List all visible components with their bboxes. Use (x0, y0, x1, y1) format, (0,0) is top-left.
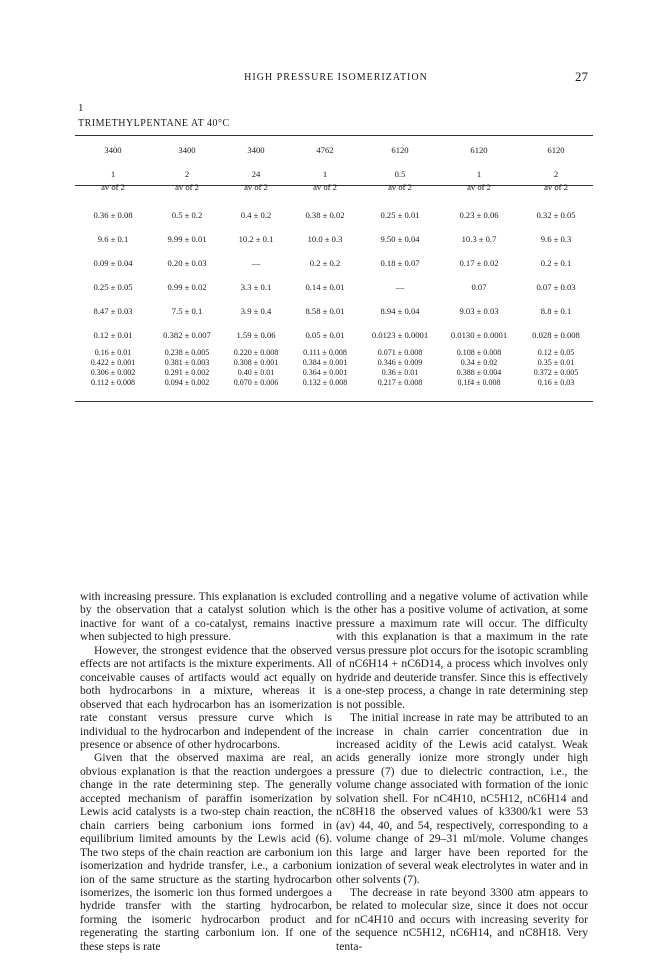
table-cell: 0.14 ± 0.01 (305, 282, 345, 292)
table-cell: 0.16 ± 0.01 (94, 347, 132, 357)
table-cell: — (251, 258, 261, 268)
table-cell: 8.8 ± 0.1 (540, 306, 572, 316)
table-cell: 0.99 ± 0.02 (167, 282, 207, 292)
table-cell: 0.381 ± 0.003 (164, 357, 210, 367)
body-paragraph: Given that the observed maxima are real, an obvious explanation is that the reaction undergoes a change in the rate determining step. The generally accepted mechanism of paraffin isomerization by Lewis acid catalysts is a two-step chain reaction, the chain carriers being carbonium ions formed in equilibrium limited amounts by the Lewis acid (6). The two steps of the chain reaction are carbonium ion isomerization and hydride transfer, i.e., a carbonium ion of the same structure as the starting hydrocarbon isomerizes, the isomeric ion thus formed undergoes a hydride transfer with the starting hydrocarbon, forming the isomeric hydrocarbon product and regenerating the starting carbonium ion. If one of these steps is rate (80, 752, 332, 953)
table-cell: 0.0130 ± 0.0001 (450, 330, 508, 340)
table-cell: 0.17 ± 0.02 (459, 258, 499, 268)
average-row (75, 180, 593, 193)
table-number: 1 (78, 102, 84, 114)
table-cell: 7.5 ± 0.1 (171, 306, 203, 316)
time-cell: 1 (322, 168, 328, 179)
time-cell: 2 (184, 168, 190, 179)
table-cell: 0.372 ± 0.005 (533, 367, 579, 377)
table-cell: — (395, 282, 405, 292)
table-cell: 0.09 ± 0.04 (93, 258, 133, 268)
table-cell: 8.58 ± 0.01 (305, 306, 345, 316)
table-row (75, 367, 593, 377)
table-cell: 10.3 ± 0.7 (461, 234, 497, 244)
body-paragraph: However, the strongest evidence that the observed effects are not artifacts is the mixture experiments. All conceivable causes of artifacts would act equally on both hydrocarbons in a mixture, whereas it is observed that each hydrocarbon has an isomerization rate constant versus pressure curve which is individual to the hydrocarbon and independent of the presence or absence of other hydrocarbons. (80, 644, 332, 751)
table-cell: 0.384 ± 0.001 (302, 357, 348, 367)
time-cell: 0.5 (394, 168, 406, 179)
pressure-cell: 3400 (178, 145, 196, 155)
running-title: HIGH PRESSURE ISOMERIZATION (244, 72, 428, 83)
table-cell: 8.94 ± 0.04 (380, 306, 420, 316)
table-row (75, 275, 593, 299)
table-bottom-rule (75, 401, 593, 402)
table-cell: 3.9 ± 0.4 (240, 306, 272, 316)
page-number: 27 (575, 69, 588, 84)
average-cell: av of 2 (467, 181, 491, 192)
table-cell: 0.346 ± 0.009 (377, 357, 423, 367)
table-cell: 0.238 ± 0.005 (164, 347, 210, 357)
table-cell: 0.108 ± 0.008 (456, 347, 502, 357)
table-cell: 0.35 ± 0.01 (537, 357, 575, 367)
table-cell: 0.16 ± 0.03 (537, 377, 575, 387)
table-cell: 0.220 ± 0.008 (233, 347, 279, 357)
time-cell: 2 (553, 168, 559, 179)
table-cell: 9.6 ± 0.1 (97, 234, 129, 244)
table-cell: 0.028 ± 0.008 (532, 330, 580, 340)
table-cell: 0.308 ± 0.001 (233, 357, 279, 367)
table-cell: 10.2 ± 0.1 (238, 234, 274, 244)
pressure-cell: 3400 (104, 145, 122, 155)
table-cell: 0.364 ± 0.001 (302, 367, 348, 377)
table-cell: 0.32 ± 0.05 (536, 210, 576, 220)
table-cell: 0.05 ± 0.01 (305, 330, 345, 340)
right-column (336, 591, 588, 954)
table-cell: 3.3 ± 0.1 (240, 282, 272, 292)
table-cell: 0.111 ± 0.008 (303, 347, 347, 357)
pressure-cell: 6120 (470, 145, 488, 155)
table-cell: 0.36 ± 0.08 (93, 210, 133, 220)
pressure-cell: 3400 (247, 145, 265, 155)
table-row (75, 227, 593, 251)
table-row (75, 323, 593, 347)
table-cell: 0.388 ± 0.004 (456, 367, 502, 377)
body-paragraph: controlling and a negative volume of activation while the other has a positive volume of activation, at some pressure a maximum rate will occur. The difficulty with this explanation is that a maximum in the rate versus pressure plot occurs for the isotopic scrambling of nC6H14 + nC6D14, a process which involves only hydride and deuteride transfer. Since this is effectively a one-step process, a change in rate determining step is not possible. (336, 591, 588, 711)
time-cell: 24 (251, 168, 261, 179)
table-cell: 0.112 ± 0.008 (90, 377, 136, 387)
average-cell: av of 2 (388, 181, 412, 192)
body-paragraph: The initial increase in rate may be attributed to an increase in chain carrier concentration due in increased acidity of the Lewis acid catalyst. Weak acids generally ionize more strongly under high pressure (7) due to dielectric contraction, i.e., the volume change associated with formation of the ionic solvation shell. For nC4H10, nC5H12, nC6H14 and nC8H18 the observed values of k3300/k1 were 53 (av) 44, 40, and 54, respectively, corresponding to a volume change of 29–31 ml/mole. Volume changes this large and larger have been reported for the ionization of several weak electrolytes in water and in other solvents (7). (336, 712, 588, 886)
table-cell: 0.4 ± 0.2 (240, 210, 272, 220)
table-cell: 0.34 ± 0.02 (460, 357, 498, 367)
table-row (75, 377, 593, 387)
table-cell: 0.5 ± 0.2 (171, 210, 203, 220)
pressure-cell: 4762 (316, 145, 334, 155)
table-cell: 9.6 ± 0.3 (540, 234, 572, 244)
table-cell: 0.071 ± 0.008 (377, 347, 423, 357)
table-row (75, 347, 593, 357)
table-cell: 0.12 ± 0.05 (537, 347, 575, 357)
table-cell: 0.25 ± 0.01 (380, 210, 420, 220)
table-row (75, 357, 593, 367)
table-cell: 0.20 ± 0.03 (167, 258, 207, 268)
table-cell: 0.291 ± 0.002 (164, 367, 210, 377)
table-cell: 9.50 ± 0.04 (380, 234, 420, 244)
table-cell: 0.422 ± 0.001 (90, 357, 136, 367)
table-cell: 0.18 ± 0.07 (380, 258, 420, 268)
table-cell: 0.12 ± 0.01 (93, 330, 133, 340)
table-cell: 0.382 ± 0.007 (163, 330, 211, 340)
average-cell: av of 2 (544, 181, 568, 192)
table-cell: 0.38 ± 0.02 (305, 210, 345, 220)
table-cell: 0.132 ± 0.008 (302, 377, 348, 387)
table-cell: 0.36 ± 0.01 (381, 367, 419, 377)
table-row (75, 251, 593, 275)
table-row (75, 203, 593, 227)
body-paragraph: The decrease in rate beyond 3300 atm appears to be related to molecular size, since it does not occur for nC4H10 and occurs with increasing severity for the sequence nC5H12, nC6H14, and nC8H18. Very tenta- (336, 886, 588, 953)
average-cell: av of 2 (101, 181, 125, 192)
time-row (75, 167, 593, 180)
table-cell: 9.03 ± 0.03 (459, 306, 499, 316)
average-cell: av of 2 (175, 181, 199, 192)
average-cell: av of 2 (313, 181, 337, 192)
left-column (80, 591, 332, 954)
table-cell: 0.25 ± 0.05 (93, 282, 133, 292)
table-cell: 0.217 ± 0.008 (377, 377, 423, 387)
pressure-cell: 6120 (547, 145, 565, 155)
table-cell: 0.1f4 ± 0.008 (457, 377, 501, 387)
table-cell: 0.306 ± 0.002 (90, 367, 136, 377)
table-caption: TRIMETHYLPENTANE AT 40°C (78, 118, 230, 129)
table-cell: 0.2 ± 0.1 (540, 258, 572, 268)
table-cell: 8.47 ± 0.03 (93, 306, 133, 316)
time-cell: 1 (476, 168, 482, 179)
pressure-row (75, 136, 593, 157)
table-cell: 0.40 ± 0.01 (237, 367, 275, 377)
pressure-cell: 6120 (391, 145, 409, 155)
table-cell: 0.23 ± 0.06 (459, 210, 499, 220)
average-cell: av of 2 (244, 181, 268, 192)
table-row (75, 299, 593, 323)
table-cell: 0.0123 ± 0.0001 (371, 330, 429, 340)
table-cell: 0.2 ± 0.2 (309, 258, 341, 268)
table-cell: 0.07 ± 0.03 (536, 282, 576, 292)
body-paragraph: with increasing pressure. This explanation is excluded by the observation that a catalyst solution which is inactive for want of a co-catalyst, remains inactive when subjected to high pressure. (80, 591, 332, 644)
table-cell: 9.99 ± 0.01 (167, 234, 207, 244)
table-cell: 0.070 ± 0.006 (233, 377, 279, 387)
table-cell: 0.094 ± 0.002 (164, 377, 210, 387)
table-cell: 0.07 (471, 282, 487, 292)
time-cell: 1 (110, 168, 116, 179)
table-cell: 10.0 ± 0.3 (307, 234, 343, 244)
data-table (75, 136, 593, 387)
table-cell: 1.59 ± 0.06 (236, 330, 276, 340)
